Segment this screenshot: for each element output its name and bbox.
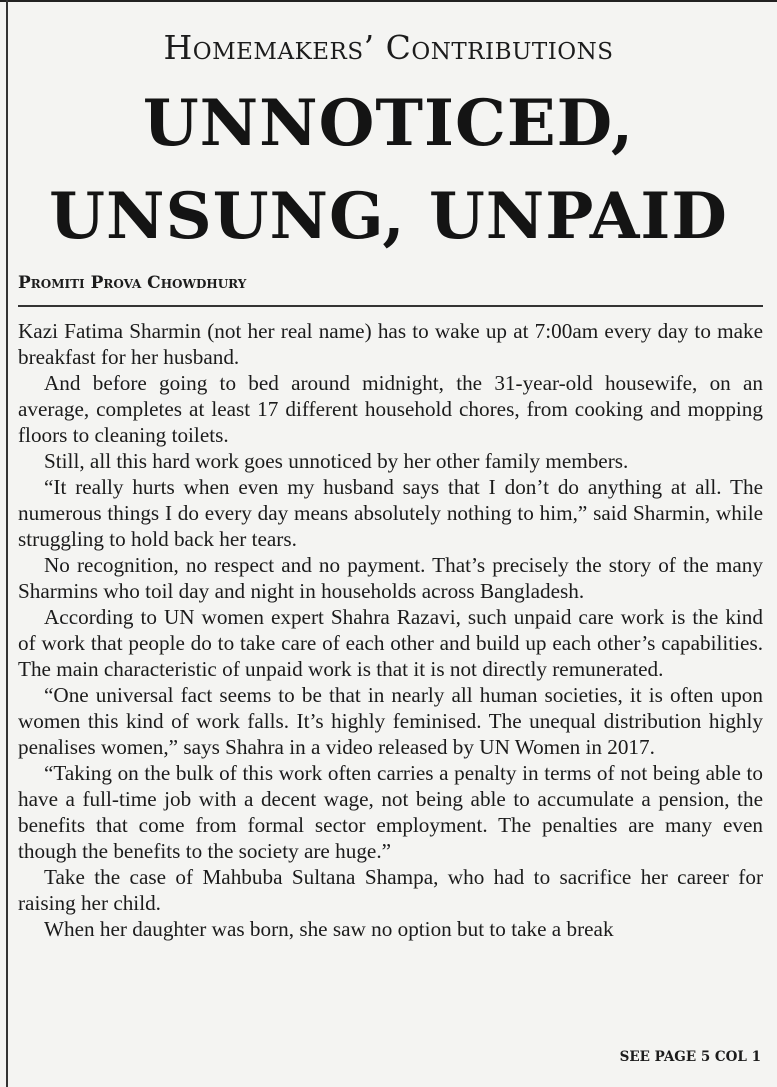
byline: Promiti Prova Chowdhury — [18, 273, 247, 293]
paragraph: When her daughter was born, she saw no option but to take a break — [44, 917, 614, 941]
jump-line: SEE PAGE 5 COL 1 — [619, 1049, 761, 1065]
paragraph: No recognition, no respect and no payment. That’s precisely the story of the many Sharmins who toil day and night in households across Bangladesh. — [18, 553, 763, 603]
paragraph: Kazi Fatima Sharmin (not her real name) has to wake up at 7:00am every day to make breakfast for her husband. — [18, 319, 763, 369]
byline-rule — [18, 305, 763, 307]
paragraph: According to UN women expert Shahra Razavi, such unpaid care work is the kind of work that people do to take care of each other and build up each other’s capabilities. The main characteristic of unpaid work is that it is not directly remunerated. — [18, 605, 763, 681]
article-body — [18, 318, 763, 942]
paragraph: Still, all this hard work goes unnoticed by her other family members. — [44, 449, 629, 473]
kicker: Homemakers’ Contributions — [163, 28, 614, 67]
paragraph: And before going to bed around midnight, the 31-year-old housewife, on an average, completes at least 17 different household chores, from cooking and mopping floors to cleaning toilets. — [18, 371, 763, 447]
paragraph: “One universal fact seems to be that in nearly all human societies, it is often upon women this kind of work falls. It’s highly feminised. The unequal distribution highly penalises women,” says Shahra in a video released by UN Women in 2017. — [18, 683, 763, 759]
paragraph: “It really hurts when even my husband says that I don’t do anything at all. The numerous things I do every day means absolutely nothing to him,” said Sharmin, while struggling to hold back her tears. — [18, 475, 763, 551]
paragraph: “Taking on the bulk of this work often carries a penalty in terms of not being able to have a full-time job with a decent wage, not being able to accumulate a pension, the benefits that come from formal sector employment. The penalties are many even though the benefits to the society are huge.” — [18, 761, 763, 863]
headline-line-2: UNSUNG, UNPAID — [49, 179, 728, 254]
headline-line-1: UNNOTICED, — [142, 86, 635, 161]
top-rule — [0, 0, 777, 2]
paragraph: Take the case of Mahbuba Sultana Shampa, who had to sacrifice her career for raising her child. — [18, 865, 763, 915]
column-divider — [6, 0, 8, 1087]
